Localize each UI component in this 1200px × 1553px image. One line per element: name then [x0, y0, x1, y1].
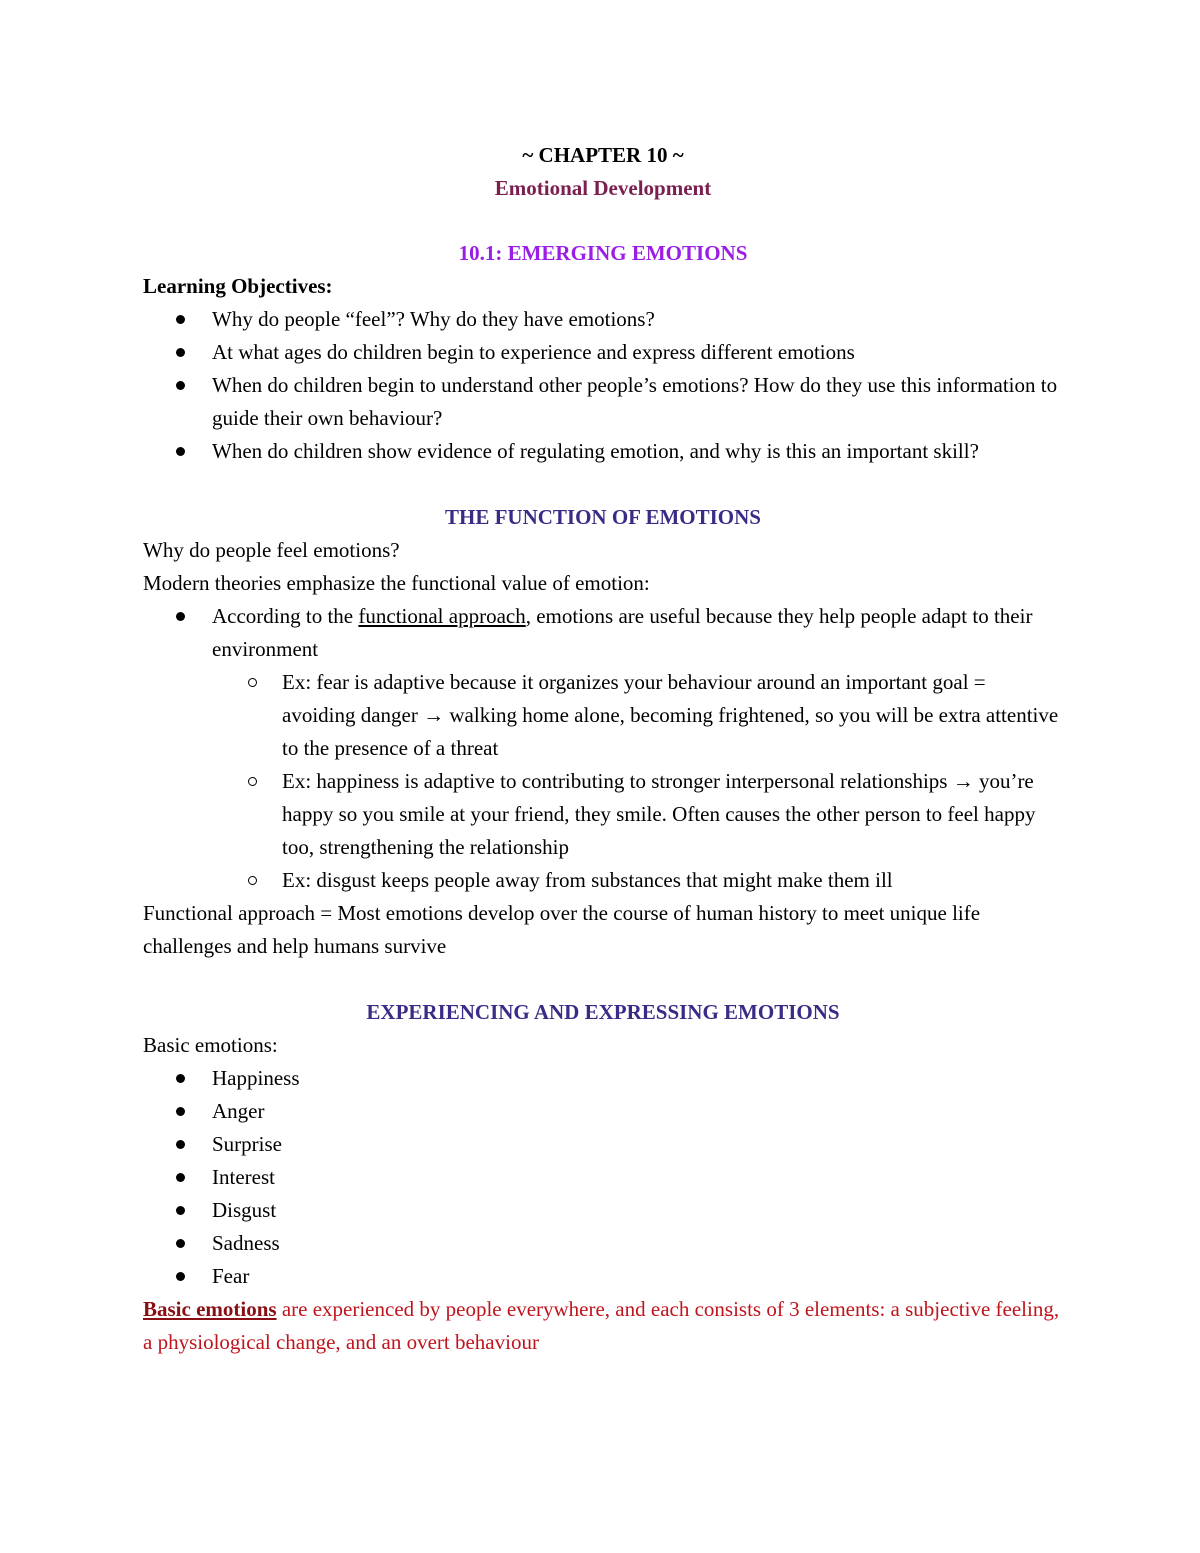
function-intro: Modern theories emphasize the functional value of emotion:	[143, 571, 650, 595]
functional-approach-list	[143, 600, 1063, 897]
basic-emotions-intro: Basic emotions:	[143, 1033, 278, 1057]
spacer	[143, 468, 1063, 501]
list-item: Happiness	[143, 1062, 1063, 1095]
bullet-dot-icon	[176, 1206, 185, 1215]
bullet-dot-icon	[176, 381, 185, 390]
list-item: Ex: fear is adaptive because it organizes your behaviour around an important goal = avoiding danger → walking home alone, becoming frightened, so you will be extra attentive to the presence of a threat	[212, 666, 1063, 765]
bullet-circle-icon	[248, 678, 257, 687]
bullet-dot-icon	[176, 1239, 185, 1248]
bullet-dot-icon	[176, 1272, 185, 1281]
learning-objectives-list	[143, 303, 1063, 468]
bullet-dot-icon	[176, 1074, 185, 1083]
list-item: Interest	[143, 1161, 1063, 1194]
bullet-circle-icon	[248, 777, 257, 786]
function-question: Why do people feel emotions?	[143, 538, 400, 562]
bullet-dot-icon	[176, 1173, 185, 1182]
section-heading-experiencing-expressing: EXPERIENCING AND EXPRESSING EMOTIONS	[366, 1000, 840, 1024]
document-page	[143, 138, 1063, 1359]
list-item: Disgust	[143, 1194, 1063, 1227]
list-item: When do children show evidence of regulating emotion, and why is this an important skill?	[143, 435, 1063, 468]
bullet-dot-icon	[176, 447, 185, 456]
list-item: According to the functional approach, emotions are useful because they help people adapt to their environment Ex: fear is adaptive because it organizes your behaviour around an important goal = avoiding danger → walking home alone, becoming frightened, so you will be extra attentive to the presence of a threat Ex: happiness is adaptive to contributing to stronger interpersonal relationships → you’re happy so you smile at your friend, they smile. Often causes the other person to feel happy too, strengthening the relationship Ex: disgust keeps people away from substances that might make them ill	[143, 600, 1063, 897]
list-item: Why do people “feel”? Why do they have emotions?	[143, 303, 1063, 336]
list-item: When do children begin to understand other people’s emotions? How do they use this information to guide their own behaviour?	[143, 369, 1063, 435]
examples-list	[212, 666, 1063, 897]
bullet-dot-icon	[176, 1140, 185, 1149]
functional-approach-summary: Functional approach = Most emotions develop over the course of human history to meet unique life challenges and help humans survive	[143, 901, 981, 958]
spacer	[143, 204, 1063, 237]
list-item: Sadness	[143, 1227, 1063, 1260]
list-item: Surprise	[143, 1128, 1063, 1161]
list-item: Fear	[143, 1260, 1063, 1293]
bullet-dot-icon	[176, 315, 185, 324]
basic-emotions-definition: Basic emotions are experienced by people everywhere, and each consists of 3 elements: a subjective feeling, a physiological change, and an overt behaviour	[143, 1297, 1060, 1354]
basic-emotions-term: Basic emotions	[143, 1297, 277, 1321]
section-heading-emerging-emotions: 10.1: EMERGING EMOTIONS	[458, 241, 748, 265]
bullet-dot-icon	[176, 1107, 185, 1116]
list-item: At what ages do children begin to experience and express different emotions	[143, 336, 1063, 369]
chapter-subtitle: Emotional Development	[494, 176, 712, 200]
bullet-circle-icon	[248, 876, 257, 885]
section-heading-function-of-emotions: THE FUNCTION OF EMOTIONS	[444, 505, 761, 529]
list-item: Anger	[143, 1095, 1063, 1128]
basic-emotions-list	[143, 1062, 1063, 1293]
bullet-dot-icon	[176, 612, 185, 621]
list-item: Ex: happiness is adaptive to contributing to stronger interpersonal relationships → you’re happy so you smile at your friend, they smile. Often causes the other person to feel happy too, strengthening the relationship	[212, 765, 1063, 864]
learning-objectives-label: Learning Objectives:	[143, 274, 333, 298]
bullet-dot-icon	[176, 348, 185, 357]
spacer	[143, 963, 1063, 996]
functional-approach-term: functional approach	[358, 604, 526, 628]
list-item: Ex: disgust keeps people away from substances that might make them ill	[212, 864, 1063, 897]
chapter-title: ~ CHAPTER 10 ~	[522, 143, 684, 167]
